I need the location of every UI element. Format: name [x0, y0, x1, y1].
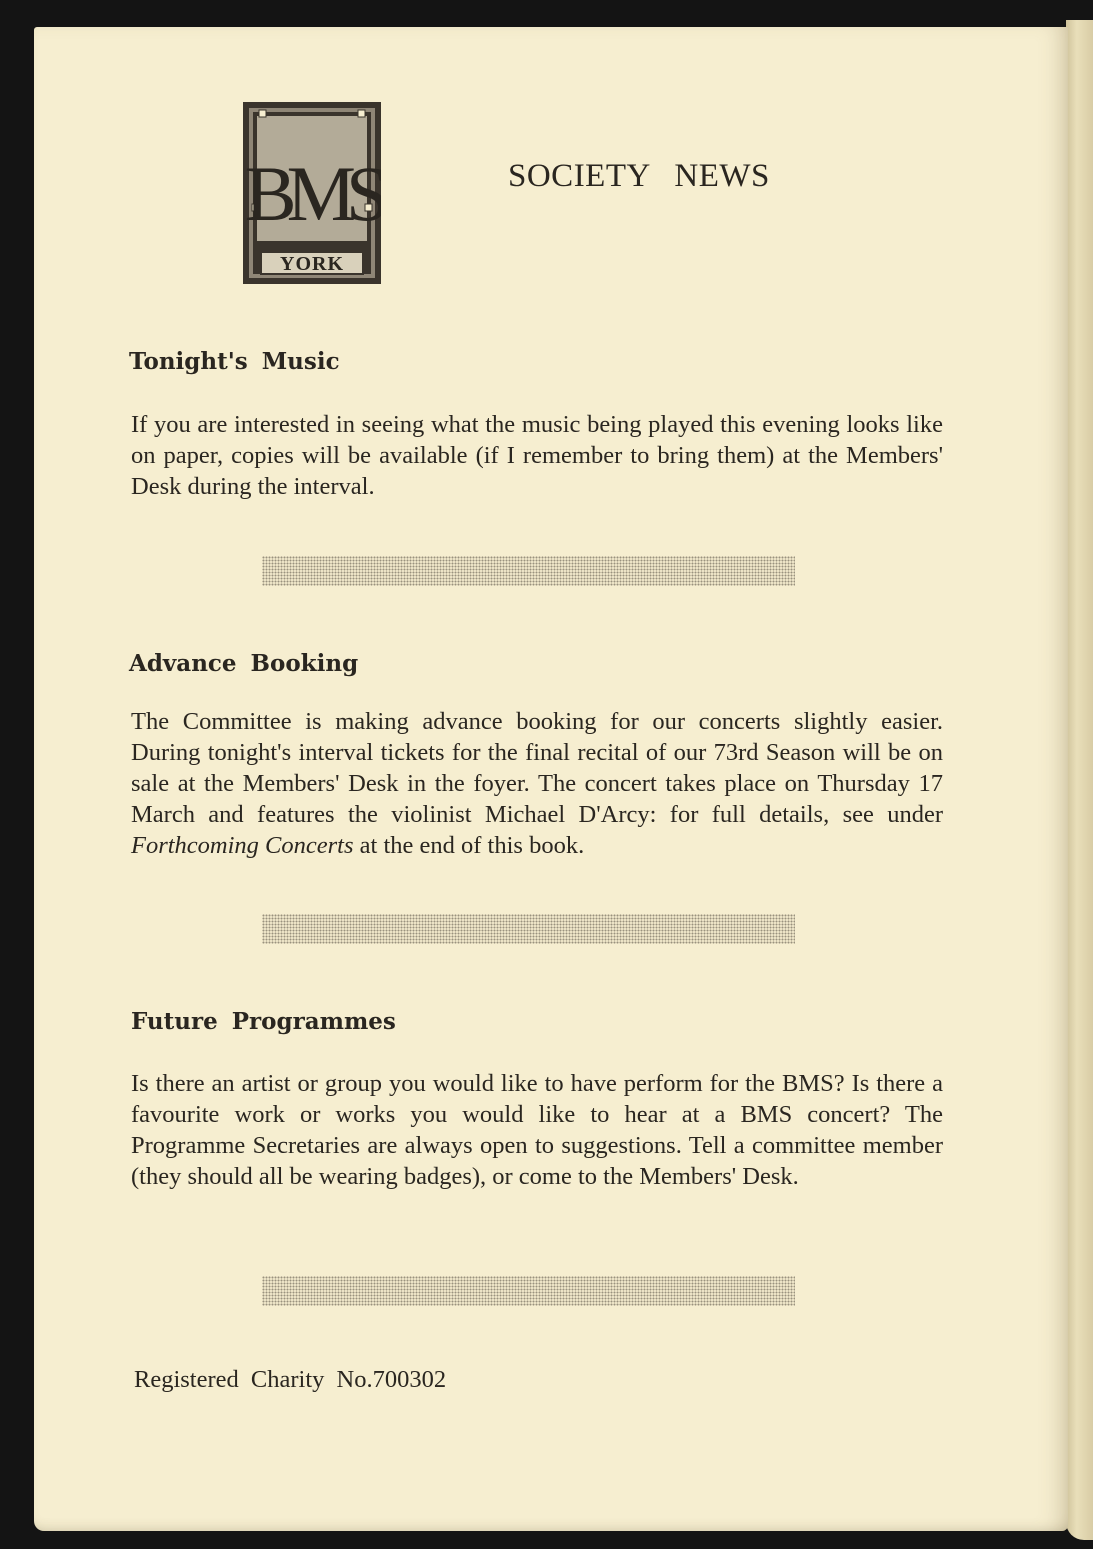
- dotted-divider: [262, 914, 795, 944]
- bms-york-logo: [243, 102, 381, 284]
- logo-initials: BMS: [244, 150, 380, 237]
- dotted-divider: [262, 556, 795, 586]
- page-title: SOCIETY NEWS: [508, 158, 770, 194]
- section-heading-advance-booking: Advance Booking: [129, 650, 359, 677]
- advance-booking-text: The Committee is making advance booking for our concerts slightly easier. During tonight's interval tickets for the final recital of our 73rd Season will be on sale at the Members' Desk in the foyer. The concert takes place on Thursday 17 March and features the violinist Michael D'Arcy: for full details, see under: [131, 708, 943, 828]
- charity-registration: Registered Charity No.700302: [134, 1366, 447, 1393]
- logo-place-label: YORK: [280, 253, 344, 275]
- advance-booking-text-end: at the end of this book.: [353, 832, 585, 859]
- logo-emblem: [243, 102, 381, 284]
- section-body-future-programmes: Is there an artist or group you would like to have perform for the BMS? Is there a favourite work or works you would like to hear at a BMS concert? The Programme Secretaries are always open to suggestions. Tell a committee member (they should all be wearing badges), or come to the Members' Desk.: [131, 1070, 943, 1190]
- section-body-advance-booking: [131, 706, 943, 861]
- section-heading-future-programmes: Future Programmes: [131, 1008, 396, 1035]
- forthcoming-concerts-reference: Forthcoming Concerts: [131, 832, 354, 859]
- section-body-tonights-music: If you are interested in seeing what the music being played this evening looks like on paper, copies will be available (if I remember to bring them) at the Members' Desk during the interval.: [131, 411, 943, 500]
- page-edge: [1066, 20, 1093, 1540]
- dotted-divider: [262, 1276, 795, 1306]
- section-heading-tonights-music: Tonight's Music: [129, 348, 340, 375]
